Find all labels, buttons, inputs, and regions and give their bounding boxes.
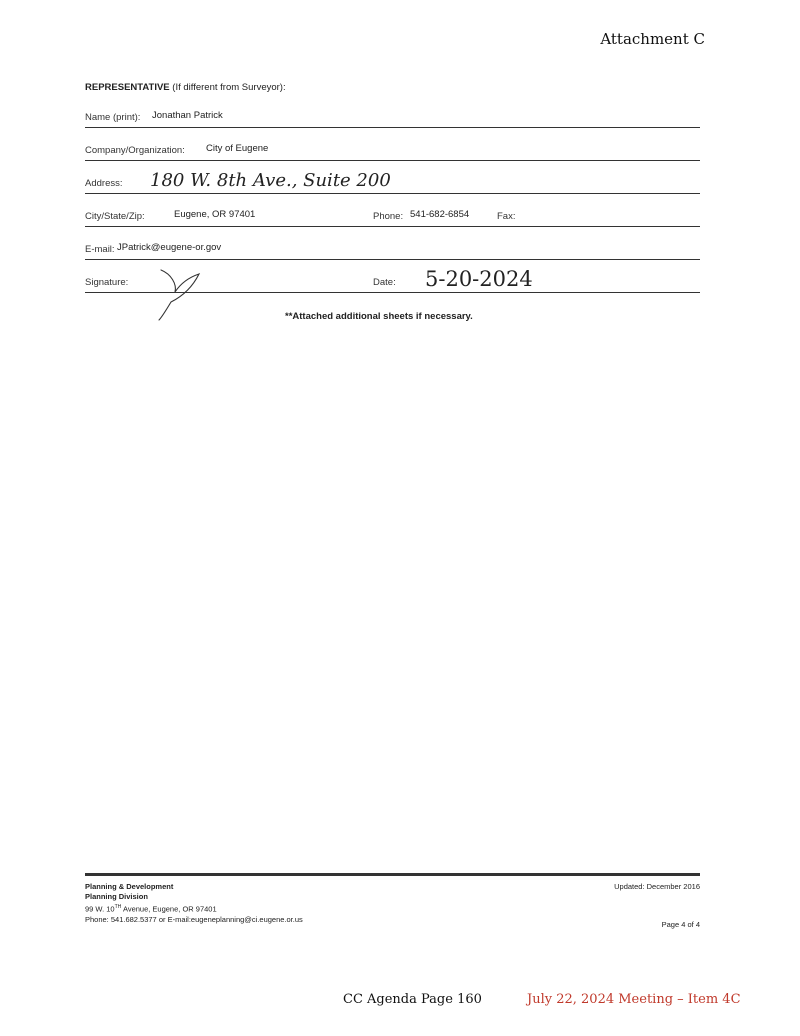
phone-label: Phone:: [373, 211, 404, 222]
email-label: E-mail:: [85, 244, 115, 255]
date-label: Date:: [373, 277, 396, 288]
company-row: [85, 128, 700, 161]
phone-value: 541-682-6854: [410, 209, 470, 220]
city-label: City/State/Zip:: [85, 211, 145, 222]
heading-bold: REPRESENTATIVE: [85, 82, 170, 93]
footer-address: 99 W. 10TH Avenue, Eugene, OR 97401: [85, 904, 217, 914]
page-number: Page 4 of 4: [661, 920, 700, 929]
name-row: [85, 103, 700, 128]
name-value: Jonathan Patrick: [152, 110, 223, 121]
signature-row: [85, 260, 700, 293]
date-value: 5-20-2024: [425, 267, 533, 291]
updated-date: Updated: December 2016: [614, 882, 700, 891]
footer-dept: Planning & Development: [85, 882, 174, 891]
handwritten-signature: [155, 264, 205, 324]
heading-rest: (If different from Surveyor):: [169, 82, 286, 93]
form-heading: [85, 82, 700, 93]
footer-division: Planning Division: [85, 892, 148, 901]
additional-sheets-note: **Attached additional sheets if necessary.: [285, 311, 473, 322]
address-label: Address:: [85, 178, 123, 189]
signature-label: Signature:: [85, 277, 129, 288]
agenda-page: CC Agenda Page 160: [343, 992, 482, 1007]
city-value: Eugene, OR 97401: [174, 209, 256, 220]
representative-form: [85, 82, 700, 293]
fax-label: Fax:: [497, 211, 516, 222]
meeting-item: July 22, 2024 Meeting – Item 4C: [527, 992, 741, 1007]
attachment-label: Attachment C: [600, 30, 705, 48]
address-value: 180 W. 8th Ave., Suite 200: [150, 170, 391, 191]
name-label: Name (print):: [85, 112, 141, 123]
address-row: [85, 161, 700, 194]
email-value: JPatrick@eugene-or.gov: [117, 242, 222, 253]
page-footer: [85, 873, 700, 929]
footer-contact: Phone: 541.682.5377 or E-mail:eugeneplanning@ci.eugene.or.us: [85, 914, 303, 924]
company-value: City of Eugene: [206, 143, 269, 154]
email-row: [85, 227, 700, 260]
company-label: Company/Organization:: [85, 145, 185, 156]
city-row: [85, 194, 700, 227]
